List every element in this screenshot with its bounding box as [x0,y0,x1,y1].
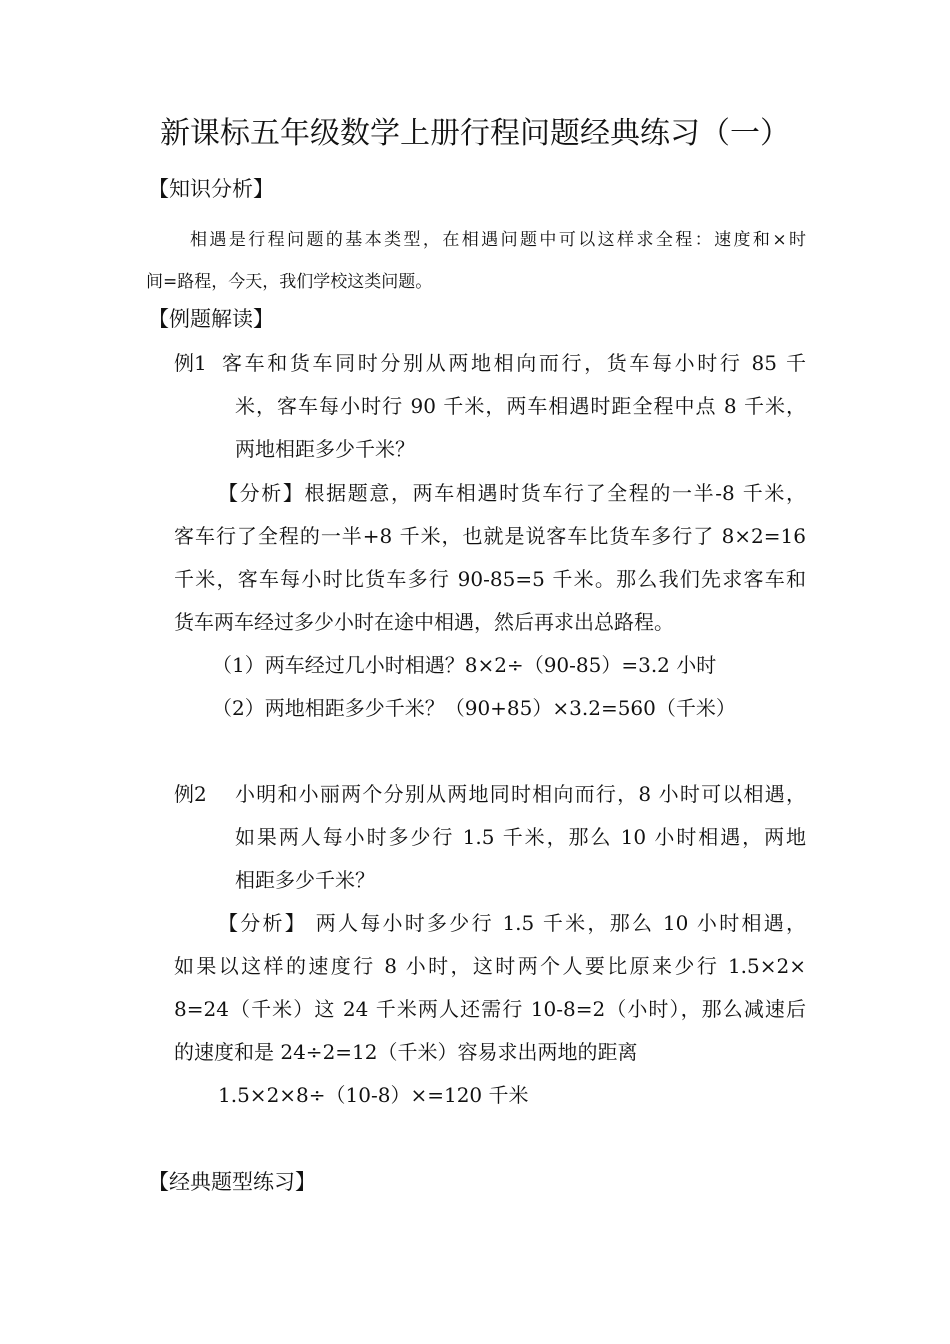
example1-step: （2）两地相距多少千米？（90+85）×3.2=560（千米） [212,696,736,720]
example2-question-line: 相距多少千米？ [235,868,375,892]
example1-question-line: 两地相距多少千米？ [235,437,415,461]
example-heading: 【例题解读】 [148,307,274,331]
example2-analysis-line: 8=24（千米）这 24 千米两人还需行 10-8=2（小时），那么减速后 [174,997,806,1021]
example1-question-line: 米，客车每小时行 90 千米，两车相遇时距全程中点 8 千米， [235,394,806,418]
example1-analysis-line: 千米，客车每小时比货车多行 90-85=5 千米。那么我们先求客车和 [174,567,806,591]
example2-label: 例2 [174,782,207,806]
document-title: 新课标五年级数学上册行程问题经典练习（一） [160,116,790,151]
example1-analysis-line: 客车行了全程的一半+8 千米，也就是说客车比货车多行了 8×2=16 [174,524,806,548]
example2-question-line: 如果两人每小时多少行 1.5 千米，那么 10 小时相遇，两地 [235,825,806,849]
example2-analysis-line: 如果以这样的速度行 8 小时，这时两个人要比原来少行 1.5×2× [174,954,806,978]
example2-analysis-line: 【分析】 两人每小时多少行 1.5 千米，那么 10 小时相遇， [218,911,806,935]
knowledge-line: 相遇是行程问题的基本类型，在相遇问题中可以这样求全程：速度和×时 [190,230,806,250]
knowledge-line: 间=路程，今天，我们学校这类问题。 [146,272,433,292]
example1-step: （1）两车经过几小时相遇？8×2÷（90-85）=3.2 小时 [212,653,717,677]
example1-label: 例1 [174,351,207,375]
example2-formula: 1.5×2×8÷（10-8）×=120 千米 [218,1083,529,1107]
example1-question-line: 客车和货车同时分别从两地相向而行，货车每小时行 85 千 [222,351,806,375]
practice-heading: 【经典题型练习】 [148,1170,316,1194]
example2-analysis-line: 的速度和是 24÷2=12（千米）容易求出两地的距离 [174,1040,638,1064]
example2-question-line: 小明和小丽两个分别从两地同时相向而行，8 小时可以相遇， [235,782,806,806]
knowledge-heading: 【知识分析】 [148,177,274,201]
example1-analysis-line: 货车两车经过多少小时在途中相遇，然后再求出总路程。 [174,610,674,634]
example1-analysis-line: 【分析】根据题意，两车相遇时货车行了全程的一半-8 千米， [218,481,806,505]
